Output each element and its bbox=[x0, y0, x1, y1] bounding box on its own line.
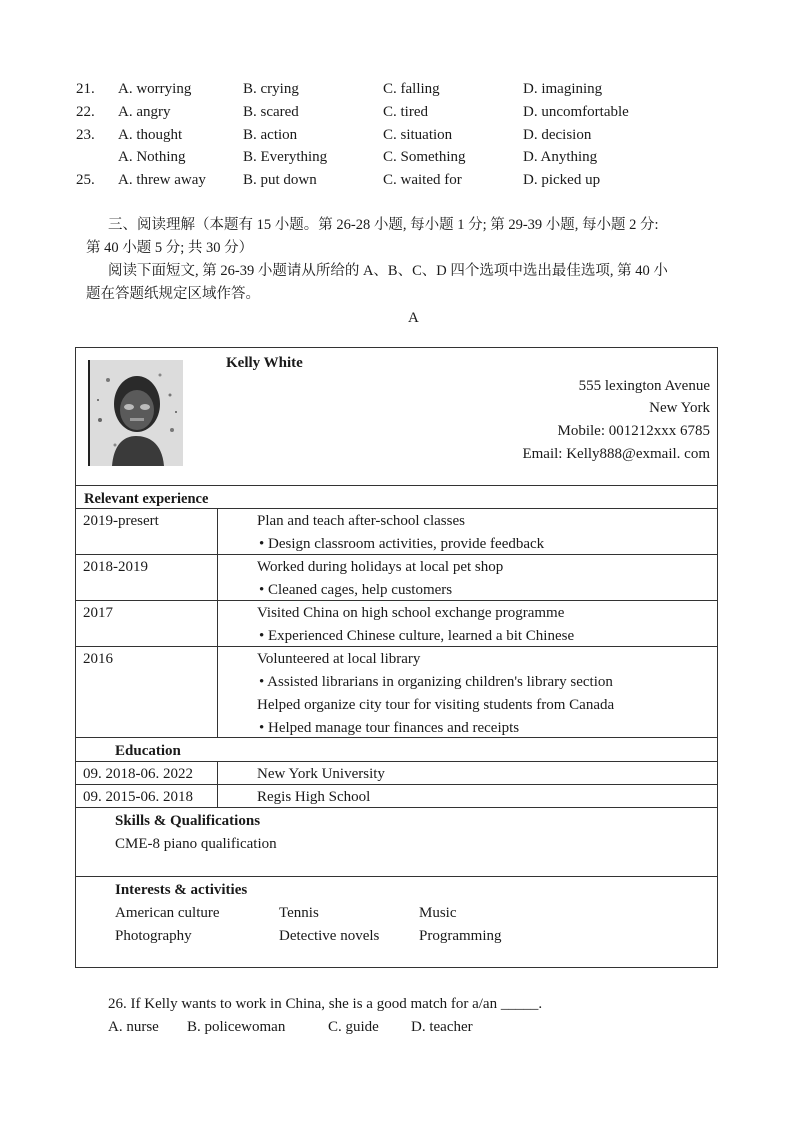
choice-a: A. nurse bbox=[108, 1019, 159, 1035]
option-d: D. picked up bbox=[523, 172, 601, 188]
resume-name: Kelly White bbox=[226, 355, 303, 371]
option-d: D. decision bbox=[523, 127, 592, 143]
portrait-image bbox=[90, 360, 183, 466]
section-heading-line1: 三、阅读理解（本题有 15 小题。第 26-28 小题, 每小题 1 分; 第 29-39 小题, 每小题 2 分: bbox=[108, 217, 659, 233]
option-b: B. action bbox=[243, 127, 298, 143]
address: 555 lexington Avenue bbox=[578, 378, 710, 394]
option-b: B. put down bbox=[243, 172, 317, 188]
divider bbox=[76, 485, 717, 486]
profile-photo bbox=[88, 360, 183, 466]
education-dates: 09. 2018-06. 2022 bbox=[83, 766, 193, 782]
mobile: Mobile: 001212xxx 6785 bbox=[557, 423, 710, 439]
option-c: C. falling bbox=[383, 81, 440, 97]
passage-label: A bbox=[408, 310, 419, 326]
experience-years: 2019-presert bbox=[83, 513, 159, 529]
choice-c: C. guide bbox=[328, 1019, 379, 1035]
question-number: 21. bbox=[76, 81, 95, 97]
question-number: 25. bbox=[76, 172, 95, 188]
education-school: New York University bbox=[257, 766, 385, 782]
divider bbox=[76, 600, 717, 601]
experience-bullet: • Cleaned cages, help customers bbox=[259, 582, 453, 598]
interest-item: American culture bbox=[115, 905, 220, 921]
interests-heading: Interests & activities bbox=[115, 882, 248, 898]
divider bbox=[76, 646, 717, 647]
experience-heading: Relevant experience bbox=[84, 491, 209, 507]
divider bbox=[76, 508, 717, 509]
divider bbox=[76, 876, 717, 877]
option-c: C. situation bbox=[383, 127, 453, 143]
interest-item: Programming bbox=[419, 928, 502, 944]
divider bbox=[76, 737, 717, 738]
experience-years: 2017 bbox=[83, 605, 113, 621]
experience-bullet: • Helped manage tour finances and receipts bbox=[259, 720, 520, 736]
education-heading: Education bbox=[115, 743, 181, 759]
skills-heading: Skills & Qualifications bbox=[115, 813, 261, 829]
interest-item: Detective novels bbox=[279, 928, 380, 944]
experience-line: Visited China on high school exchange programme bbox=[257, 605, 565, 621]
section-heading-line2: 第 40 小题 5 分; 共 30 分） bbox=[86, 240, 254, 256]
choice-d: D. teacher bbox=[411, 1019, 473, 1035]
question-number: 23. bbox=[76, 127, 95, 143]
question-number: 22. bbox=[76, 104, 95, 120]
option-b: B. crying bbox=[243, 81, 299, 97]
skills-text: CME-8 piano qualification bbox=[115, 836, 277, 852]
interest-item: Tennis bbox=[279, 905, 319, 921]
experience-bullet: • Assisted librarians in organizing children's library section bbox=[259, 674, 613, 690]
education-school: Regis High School bbox=[257, 789, 371, 805]
option-c: C. Something bbox=[383, 149, 466, 165]
option-b: B. Everything bbox=[243, 149, 328, 165]
divider bbox=[76, 554, 717, 555]
option-a: A. thought bbox=[118, 127, 183, 143]
option-a: A. Nothing bbox=[118, 149, 186, 165]
city: New York bbox=[649, 400, 710, 416]
column-divider bbox=[217, 508, 218, 737]
divider bbox=[76, 807, 717, 808]
option-d: D. uncomfortable bbox=[523, 104, 629, 120]
option-d: D. Anything bbox=[523, 149, 598, 165]
education-dates: 09. 2015-06. 2018 bbox=[83, 789, 193, 805]
experience-years: 2018-2019 bbox=[83, 559, 148, 575]
option-a: A. threw away bbox=[118, 172, 206, 188]
resume-card bbox=[75, 347, 718, 968]
email: Email: Kelly888@exmail. com bbox=[522, 446, 710, 462]
option-d: D. imagining bbox=[523, 81, 603, 97]
option-c: C. tired bbox=[383, 104, 428, 120]
divider bbox=[76, 784, 717, 785]
interest-item: Photography bbox=[115, 928, 192, 944]
option-c: C. waited for bbox=[383, 172, 462, 188]
experience-bullet: • Experienced Chinese culture, learned a bit Chinese bbox=[259, 628, 575, 644]
experience-line: Plan and teach after-school classes bbox=[257, 513, 465, 529]
question-stem: 26. If Kelly wants to work in China, she is a good match for a/an _____. bbox=[108, 996, 543, 1012]
instructions-line2: 题在答题纸规定区域作答。 bbox=[86, 286, 260, 302]
option-a: A. worrying bbox=[118, 81, 192, 97]
interest-item: Music bbox=[419, 905, 457, 921]
experience-line: Helped organize city tour for visiting students from Canada bbox=[257, 697, 615, 713]
instructions-line1: 阅读下面短文, 第 26-39 小题请从所给的 A、B、C、D 四个选项中选出最佳选项, 第 40 小 bbox=[108, 263, 668, 279]
option-a: A. angry bbox=[118, 104, 171, 120]
divider bbox=[76, 761, 717, 762]
experience-years: 2016 bbox=[83, 651, 113, 667]
option-b: B. scared bbox=[243, 104, 299, 120]
experience-line: Volunteered at local library bbox=[257, 651, 421, 667]
experience-line: Worked during holidays at local pet shop bbox=[257, 559, 504, 575]
choice-b: B. policewoman bbox=[187, 1019, 286, 1035]
experience-bullet: • Design classroom activities, provide feedback bbox=[259, 536, 545, 552]
